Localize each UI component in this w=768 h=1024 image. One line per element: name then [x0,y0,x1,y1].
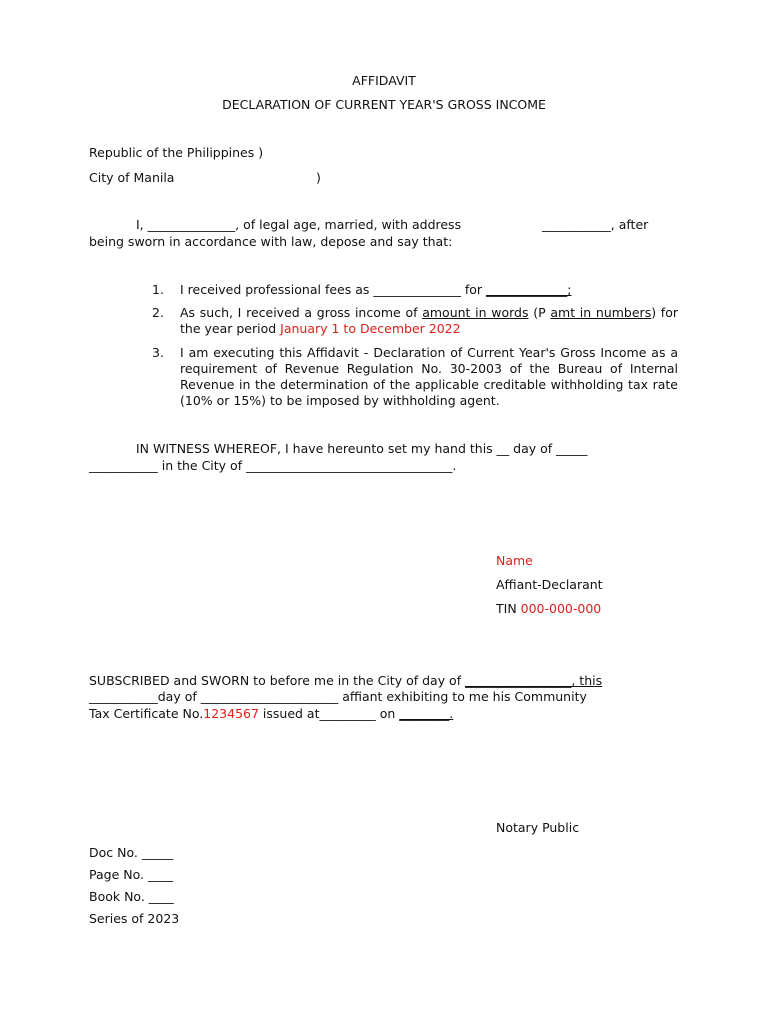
venue-republic: Republic of the Philippines ) [89,145,264,160]
list-item [152,305,678,337]
item-number: 1. [152,282,164,297]
page-number: Page No. ____ [89,867,173,882]
intro-line-2: being sworn in accordance with law, depose and say that: [89,234,453,249]
item-text: I received professional fees as ______________ for _____________; [180,282,572,297]
book-number: Book No. ____ [89,889,174,904]
witness-line-2: ___________ in the City of _________________________________. [89,458,457,473]
affiant-role: Affiant-Declarant [496,577,603,592]
item-text: As such, I received a gross income of amount in words (P amt in numbers) for the year period January 1 to December 2022 [180,305,678,336]
notary-public-label: Notary Public [496,820,580,835]
jurat-line-2: ___________day of ______________________ affiant exhibiting to me his Community [89,689,587,704]
series-year: Series of 2023 [89,911,180,926]
ctc-number: 1234567 [203,706,259,721]
year-period: January 1 to December 2022 [280,321,461,336]
affiant-tin: TIN 000-000-000 [496,601,602,616]
witness-line-1: IN WITNESS WHEREOF, I have hereunto set my hand this __ day of _____ [136,441,588,456]
document-title: AFFIDAVIT [352,73,416,88]
item-number: 2. [152,305,164,320]
venue-city: City of Manila [89,170,175,185]
intro-line-1: I, ______________, of legal age, married, with address [136,217,462,232]
venue-city-bracket: ) [316,170,321,185]
item-text: I am executing this Affidavit - Declaration of Current Year's Gross Income as a requirement of Revenue Regulation No. 30-2003 of the Bureau of Internal Revenue in the determination of the applicable creditable withholding tax rate (10% or 15%) to be imposed by withholding agent. [180,345,678,408]
document-subtitle: DECLARATION OF CURRENT YEAR'S GROSS INCOME [222,97,546,112]
jurat-line-3: Tax Certificate No.1234567 issued at_________ on ________. [89,706,454,721]
amount-in-words: amount in words [422,305,529,320]
list-item [152,282,678,298]
affiant-name: Name [496,553,533,568]
jurat-line-1: SUBSCRIBED and SWORN to before me in the City of day of _________________, this [89,673,603,688]
item-number: 3. [152,345,164,360]
list-item [152,345,678,409]
amount-in-numbers: amt in numbers [550,305,652,320]
doc-number: Doc No. _____ [89,845,174,860]
intro-line-1-address: ___________, after [542,217,649,232]
tin-value: 000-000-000 [520,601,602,616]
